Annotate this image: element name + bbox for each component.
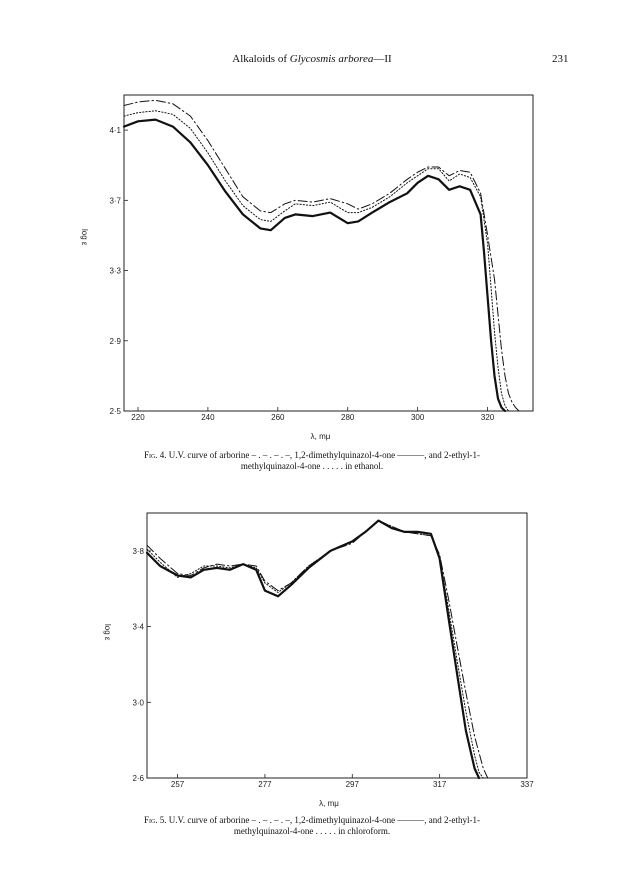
figure-4-label: Fig. 4. bbox=[143, 450, 167, 460]
chart-1-y-axis-label: log ε bbox=[103, 624, 112, 641]
chart-1-x-tick-label: 337 bbox=[520, 780, 534, 789]
figure-5-caption-line2: methylquinazol-4-one . . . . . in chloroform. bbox=[233, 826, 391, 836]
chart-1-y-tick-label: 3·4 bbox=[132, 622, 144, 632]
chart-1-series-2-line bbox=[147, 521, 483, 778]
chart-0-y-tick-label: 3·3 bbox=[109, 266, 121, 276]
chart-1-x-tick-label: 297 bbox=[345, 780, 359, 789]
chart-0-x-tick-label: 280 bbox=[341, 413, 355, 422]
chart-1-y-tick-label: 2·6 bbox=[132, 774, 144, 783]
figure-4-caption-text: U.V. curve of arborine – . – . – . –, 1,2-dimethylquinazol-4-one ———, and 2-ethyl-1- bbox=[166, 450, 481, 460]
chart-0-x-tick-label: 260 bbox=[271, 413, 285, 422]
chart-0-x-axis-label: λ, mμ bbox=[310, 432, 331, 441]
chart-0-y-axis-label: log ε bbox=[80, 228, 89, 246]
chart-1-frame bbox=[147, 513, 527, 778]
figure-5-caption-text: U.V. curve of arborine – . – . – . –, 1,2-dimethylquinazol-4-one ———, and 2-ethyl-1- bbox=[166, 815, 481, 825]
chart-0-y-tick-label: 2·9 bbox=[109, 336, 121, 346]
chart-1-series-0-line bbox=[147, 521, 488, 778]
chart-0-y-tick-label: 3·7 bbox=[109, 196, 121, 206]
figure-5-caption-line1 bbox=[0, 815, 624, 826]
running-title-italic: Glycosmis arborea bbox=[289, 53, 374, 65]
figure-5-label: Fig. 5. bbox=[143, 815, 167, 825]
chart-1-y-tick-label: 3·8 bbox=[132, 546, 144, 556]
chart-0-x-tick-label: 220 bbox=[131, 413, 145, 422]
chart-1-x-tick-label: 277 bbox=[258, 780, 272, 789]
chart-0-y-tick-label: 4·1 bbox=[109, 126, 121, 136]
chart-0-x-tick-label: 240 bbox=[201, 413, 215, 422]
chart-0-x-tick-label: 320 bbox=[480, 413, 495, 422]
chart-0-y-tick-label: 2·5 bbox=[109, 407, 121, 416]
figure-5-caption bbox=[0, 815, 624, 837]
running-title-suffix: —II bbox=[373, 53, 392, 65]
chart-1-x-axis-label: λ, mμ bbox=[319, 799, 339, 808]
chart-1-series-1-line bbox=[147, 521, 479, 778]
figure-4-caption-line2: methylquinazol-4-one . . . . . in ethanol. bbox=[240, 461, 384, 471]
chart-0-x-tick-label: 300 bbox=[410, 413, 425, 422]
running-title-prefix: Alkaloids of bbox=[232, 53, 290, 65]
chart-1-x-tick-label: 257 bbox=[170, 780, 185, 789]
chart-1-y-tick-label: 3·0 bbox=[132, 698, 144, 708]
chart-1-x-tick-label: 317 bbox=[432, 780, 447, 789]
page-number: 231 bbox=[552, 53, 569, 65]
